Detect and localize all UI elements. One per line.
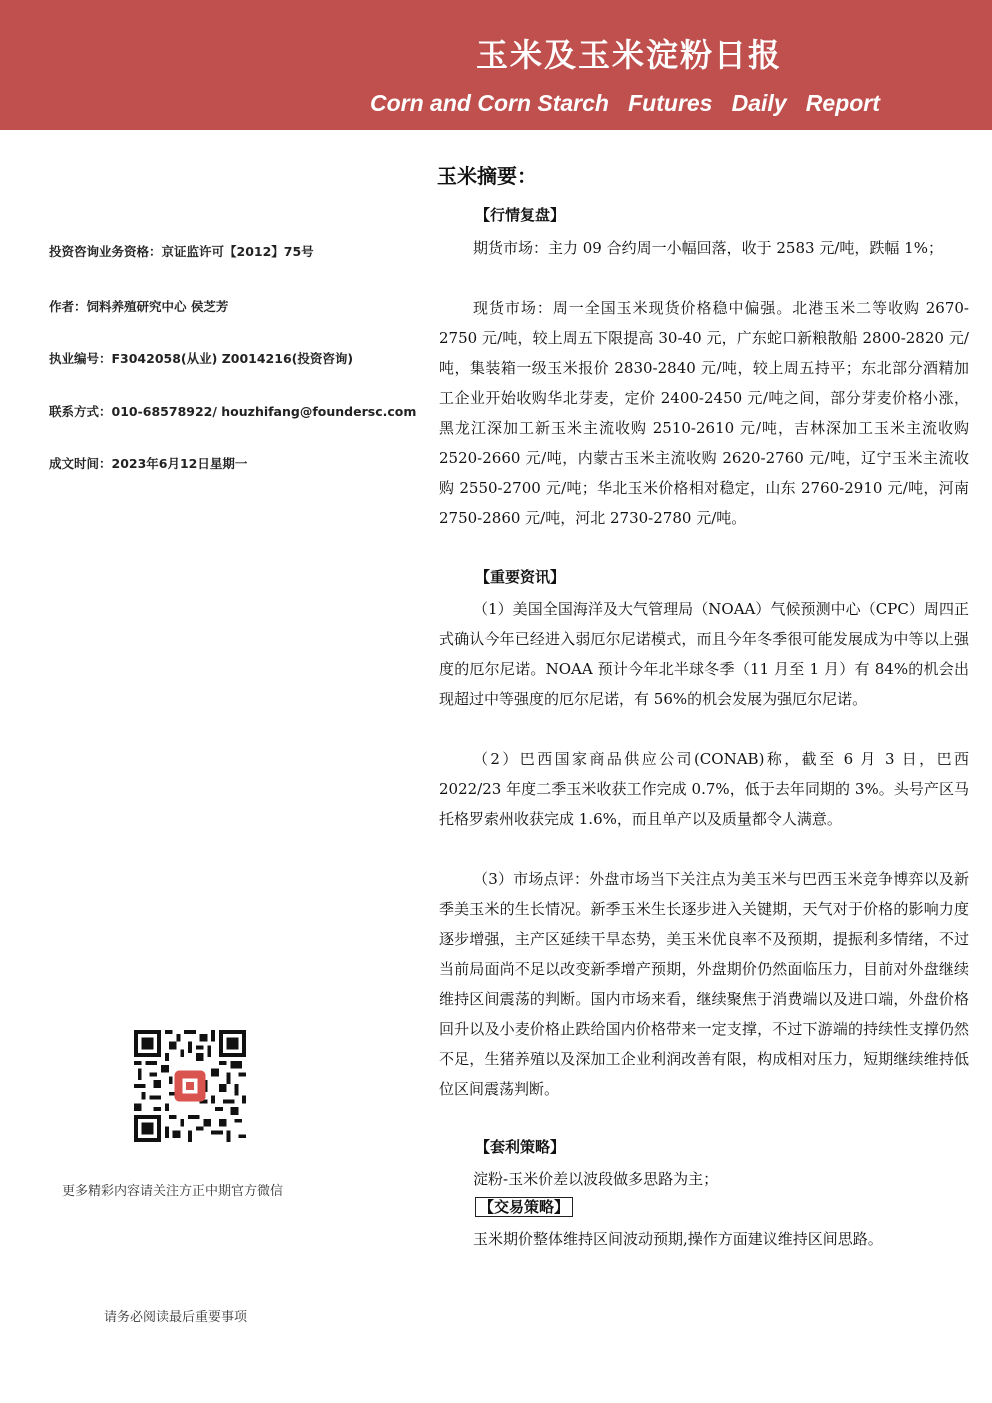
report-title-en: Corn and Corn Starch Futures Daily Report xyxy=(370,90,880,116)
spot-market-paragraph: 现货市场：周一全国玉米现货价格稳中偏强。北港玉米二等收购 2670-2750 元/吨，较上周五下限提高 30-40 元，广东蛇口新粮散船 2800-2820 元/吨，集装箱一级玉米报价 2830-2840 元/吨，较上周五持平；东北部分酒精加工企业开始收购华北芽麦，定价 2400-2450 元/吨之间，部分芽麦价格小涨，黑龙江深加工新玉米主流收购 2510-2610 元/吨，吉林深加工玉米主流收购 2520-2660 元/吨，内蒙古玉米主流收购 2620-2760 元/吨，辽宁玉米主流收购 2550-2700 元/吨；华北玉米价格相对稳定，山东 2760-2910 元/吨，河南 2750-2860 元/吨，河北 2730-2780 元/吨。 xyxy=(439,299,969,527)
arbitrage-heading: 【套利策略】 xyxy=(475,1138,566,1156)
news-heading: 【重要资讯】 xyxy=(475,568,566,586)
report-title-cn: 玉米及玉米淀粉日报 xyxy=(476,36,783,74)
futures-market-paragraph: 期货市场：主力 09 合约周一小幅回落，收于 2583 元/吨，跌幅 1%； xyxy=(473,239,943,257)
qr-caption: 更多精彩内容请关注方正中期官方微信 xyxy=(62,1184,284,1199)
trading-heading-label: 【交易策略】 xyxy=(475,1197,573,1217)
disclaimer-note: 请务必阅读最后重要事项 xyxy=(104,1310,248,1325)
news-item-2: （2）巴西国家商品供应公司(CONAB)称，截至 6 月 3 日，巴西 2022/23 年度二季玉米收获工作完成 0.7%，低于去年同期的 3%。头号产区马托格罗索州收获完成 1.6%，而且单产以及质量都令人满意。 xyxy=(439,750,969,828)
news-item-1: （1）美国全国海洋及大气管理局（NOAA）气候预测中心（CPC）周四正式确认今年已经进入弱厄尔尼诺模式，而且今年冬季很可能发展成为中等以上强度的厄尔尼诺。NOAA 预计今年北半球冬季（11 月至 1 月）有 84%的机会出现超过中等强度的厄尔尼诺，有 56%的机会发展为强厄尔尼诺。 xyxy=(439,600,969,708)
news-item-3: （3）市场点评：外盘市场当下关注点为美玉米与巴西玉米竞争博弈以及新季美玉米的生长情况。新季玉米生长逐步进入关键期，天气对于价格的影响力度逐步增强，主产区延续干旱态势，美玉米优良率不及预期，提振利多情绪，不过当前局面尚不足以改变新季增产预期，外盘期价仍然面临压力，目前对外盘继续维持区间震荡的判断。国内市场来看，继续聚焦于消费端以及进口端，外盘价格回升以及小麦价格止跌给国内价格带来一定支撑，不过下游端的持续性支撑仍然不足，生猪养殖以及深加工企业利润改善有限，构成相对压力，短期继续维持低位区间震荡判断。 xyxy=(439,870,969,1098)
author-line: 作者：饲料养殖研究中心 侯芝芳 xyxy=(49,299,229,314)
summary-title: 玉米摘要： xyxy=(437,164,537,188)
date-line: 成文时间：2023年6月12日星期一 xyxy=(49,456,248,471)
license-line: 执业编号：F3042058(从业) Z0014216(投资咨询) xyxy=(49,351,354,366)
qualification-line: 投资咨询业务资格：京证监许可【2012】75号 xyxy=(49,244,314,259)
contact-line: 联系方式：010-68578922/ houzhifang@foundersc.com xyxy=(49,404,417,419)
wechat-qr-code xyxy=(134,1030,246,1142)
report-header xyxy=(0,0,992,130)
market-review-heading: 【行情复盘】 xyxy=(475,206,566,224)
trading-strategy: 玉米期价整体维持区间波动预期,操作方面建议维持区间思路。 xyxy=(473,1230,883,1248)
arbitrage-strategy: 淀粉-玉米价差以波段做多思路为主； xyxy=(473,1170,719,1188)
trading-heading xyxy=(475,1196,573,1217)
